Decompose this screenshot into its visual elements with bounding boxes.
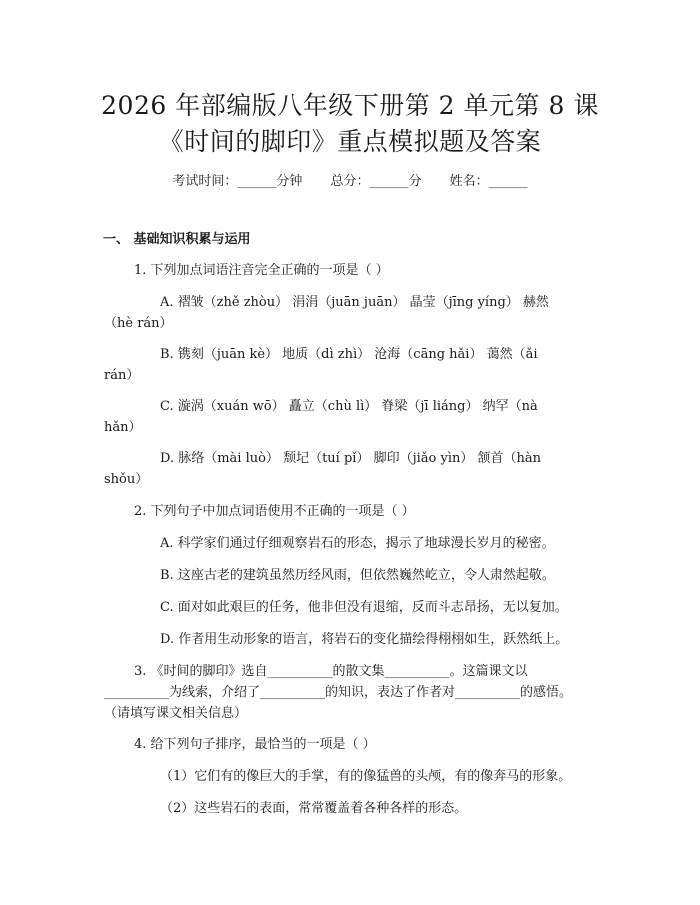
- question-1-option-c: C. 漩涡（xuán wō） 矗立（chù lì） 脊梁（jī liáng） 纳罕（nà: [160, 399, 538, 414]
- question-1-stem: 1. 下列加点词语注音完全正确的一项是（ ）: [134, 263, 389, 278]
- question-4-sentence-1: （1）它们有的像巨大的手掌，有的像猛兽的头颅，有的像奔马的形象。: [160, 769, 572, 784]
- document-title-line-2: 《时间的脚印》重点模拟题及答案: [158, 127, 542, 156]
- question-1-option-b: B. 镌刻（juān kè） 地质（dì zhì） 沧海（cāng hǎi） 蔼然（ǎi: [160, 347, 538, 362]
- question-4-stem: 4. 给下列句子排序，最恰当的一项是（ ）: [134, 737, 376, 752]
- question-2-option-a: A. 科学家们通过仔细观察岩石的形态，揭示了地球漫长岁月的秘密。: [160, 536, 555, 551]
- question-1-option-d-cont: shǒu）: [104, 472, 149, 487]
- total-score-field: 总分：______分: [330, 174, 422, 189]
- question-1-option-a-cont: （hè rán）: [104, 316, 173, 331]
- question-1-option-d: D. 脉络（mài luò） 颓圮（tuí pǐ） 脚印（jiǎo yìn） 颔首（hàn: [160, 451, 541, 466]
- exam-info: [0, 170, 700, 189]
- question-1-option-a: A. 褶皱（zhě zhòu） 涓涓（juān juān） 晶莹（jīng yíng） 赫然: [160, 295, 549, 310]
- student-name-field: 姓名：______: [449, 174, 528, 189]
- question-2-option-c: C. 面对如此艰巨的任务，他非但没有退缩，反而斗志昂扬，无以复加。: [160, 600, 568, 615]
- question-3-line-2: __________为线索，介绍了__________的知识，表达了作者对__________的感悟。: [104, 685, 573, 700]
- question-4-sentence-2: （2）这些岩石的表面，常常覆盖着各种各样的形态。: [160, 801, 468, 816]
- question-2-stem: 2. 下列句子中加点词语使用不正确的一项是（ ）: [134, 504, 415, 519]
- question-1-option-c-cont: hǎn）: [104, 420, 142, 435]
- section-heading: 一、 基础知识积累与运用: [103, 232, 251, 247]
- question-1-option-b-cont: rán）: [104, 368, 140, 383]
- question-3-line-1: 3. 《时间的脚印》选自__________的散文集__________。这篇课文以: [134, 664, 528, 679]
- question-2-option-b: B. 这座古老的建筑虽然历经风雨，但依然巍然屹立，令人肃然起敬。: [160, 568, 555, 583]
- document-title-line-1: 2026 年部编版八年级下册第 2 单元第 8 课: [101, 91, 599, 120]
- question-2-option-d: D. 作者用生动形象的语言，将岩石的变化描绘得栩栩如生，跃然纸上。: [160, 632, 569, 647]
- question-3-note: （请填写课文相关信息）: [104, 706, 248, 721]
- exam-time-field: 考试时间：______分钟: [172, 174, 303, 189]
